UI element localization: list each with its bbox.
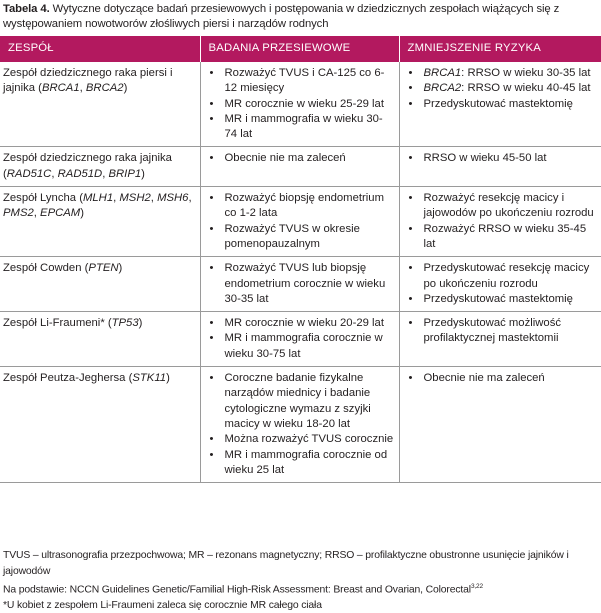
text-segment: MR i mammografia corocznie od wieku 25 lat [224,448,388,476]
screening-item [205,112,395,143]
text-segment: Zespół dziedzicznego raka piersi i jajnika ( [3,67,173,95]
text-segment: , [150,192,158,205]
text-segment: MR corocznie w wieku 20-29 lat [224,317,384,330]
screening-cell [200,187,399,257]
text-segment: Rozważyć resekcję macicy i jajowodów po ukończeniu rozrodu [423,192,594,220]
bullet-list [205,191,395,252]
abbreviations-note: TVUS – ultrasonografia przezpochwowa; MR – rezonans magnetyczny; RRSO – profilaktyczne obustronne usunięcie jajników i jajowodów [3,550,569,577]
text-segment: RRSO w wieku 45-50 lat [423,152,547,165]
bullet-list [404,66,598,112]
gene-name: BRCA2 [85,82,124,95]
risk-reduction-item [404,191,598,222]
text-segment: ) [118,262,123,275]
text-segment: : RRSO w wieku 30-35 lat [461,67,591,79]
gene-name: MSH2 [119,192,151,205]
text-segment: Coroczne badanie fizykalne narządów miednicy i badanie cytologiczne wymazu z szyjki macicy w wieku 18-20 lat [224,372,371,430]
table-notes [3,548,601,613]
bullet-list [205,151,395,166]
text-segment: Rozważyć biopsję endometrium co 1-2 lata [224,192,384,220]
text-segment: Zespół Cowden ( [3,262,89,275]
text-segment: Obecnie nie ma zaleceń [224,152,346,165]
screening-item [205,191,395,222]
text-segment: ) [80,207,84,220]
text-segment: Rozważyć TVUS w okresie pomenopauzalnym [224,222,360,250]
table-row [0,257,601,312]
gene-name: RAD51C [6,167,52,180]
syndrome-cell [0,187,200,257]
text-segment: , [102,167,109,180]
text-segment: ) [141,167,145,180]
gene-name: BRCA1 [423,67,462,79]
risk-reduction-item [404,371,598,386]
risk-reduction-item [404,292,598,307]
gene-name: PTEN [88,262,119,275]
table-row [0,147,601,187]
screening-item [205,316,395,331]
text-segment: ) [166,372,170,385]
text-segment: Rozważyć TVUS lub biopsję endometrium corocznie w wieku 30-35 lat [224,262,386,305]
header-risk-reduction: ZMNIEJSZENIE RYZYKA [399,36,601,62]
text-segment: Przedyskutować resekcję macicy po ukończeniu rozrodu [423,262,590,290]
text-segment: , [33,207,41,220]
bullet-list [404,261,598,307]
table-header-row [0,36,601,62]
text-segment: Rozważyć RRSO w wieku 35-45 lat [423,222,587,250]
table-row [0,367,601,483]
text-segment: MR corocznie w wieku 25-29 lat [224,97,384,110]
bullet-list [205,371,395,478]
bullet-list [404,316,598,347]
text-segment: , [51,167,58,180]
caption-text: Wytyczne dotyczące badań przesiewowych i postępowania w dziedzicznych zespołach wiążących się z występowaniem nowotworów złośliwych piersi i narządów rodnych [3,3,560,30]
text-segment: Zespół Li-Fraumeni* ( [3,317,112,330]
gene-name: BRIP1 [108,167,142,180]
bullet-list [205,316,395,362]
source-note [3,579,601,598]
source-refs: 3,22 [470,583,483,590]
text-segment: Rozważyć TVUS i CA-125 co 6-12 miesięcy [224,67,385,95]
syndrome-cell [0,312,200,367]
syndrome-cell [0,62,200,147]
screening-item [205,222,395,253]
screening-item [205,261,395,307]
table-row [0,187,601,257]
risk-reduction-item [404,97,598,112]
text-segment: ) [123,82,128,95]
text-segment: , [79,82,86,95]
text-segment: Zespół Lyncha ( [3,192,83,205]
risk-reduction-cell [399,187,601,257]
screening-cell [200,312,399,367]
gene-name: BRCA1 [41,82,80,95]
bullet-list [404,151,598,166]
screening-item [205,371,395,432]
risk-reduction-item [404,316,598,347]
footnote: *U kobiet z zespołem Li-Fraumeni zaleca się corocznie MR całego ciała [3,599,322,611]
text-segment: , [113,192,120,205]
risk-reduction-cell [399,367,601,483]
risk-reduction-item [404,261,598,292]
table-row [0,62,601,147]
risk-reduction-item [404,66,598,81]
text-segment: Przedyskutować możliwość profilaktycznej mastektomii [423,317,561,345]
text-segment: Zespół Peutza-Jeghersa ( [3,372,133,385]
text-segment: ) [138,317,143,330]
gene-name: BRCA2 [423,82,462,95]
text-segment: Można rozważyć TVUS corocznie [224,433,394,446]
bullet-list [404,371,598,386]
header-screening: BADANIA PRZESIEWOWE [200,36,399,62]
screening-item [205,66,395,97]
text-segment: Zespół dziedzicznego raka jajnika ( [3,152,172,180]
text-segment: Obecnie nie ma zaleceń [423,372,545,385]
text-segment: MR i mammografia corocznie w wieku 30-75 lat [224,332,383,360]
syndrome-cell [0,147,200,187]
screening-item [205,432,395,447]
screening-cell [200,257,399,312]
table-body [0,62,601,483]
screening-cell [200,147,399,187]
source-text: Na podstawie: NCCN Guidelines Genetic/Familial High-Risk Assessment: Breast and Ovarian, Colorectal [3,584,471,596]
gene-name: PMS2 [3,207,34,220]
screening-item [205,151,395,166]
screening-cell [200,62,399,147]
syndrome-cell [0,367,200,483]
text-segment: MR i mammografia w wieku 30-74 lat [224,112,383,141]
screening-item [205,331,395,362]
gene-name: MSH6 [157,192,189,205]
risk-reduction-cell [399,257,601,312]
guidelines-table [0,36,601,483]
gene-name: RAD51D [57,167,103,180]
syndrome-cell [0,257,200,312]
risk-reduction-item [404,151,598,166]
risk-reduction-cell [399,147,601,187]
gene-name: TP53 [111,317,139,330]
risk-reduction-item [404,81,598,96]
text-segment: Przedyskutować mastektomię [423,97,573,110]
screening-cell [200,367,399,483]
gene-name: MLH1 [82,192,114,205]
risk-reduction-cell [399,312,601,367]
bullet-list [404,191,598,252]
risk-reduction-cell [399,62,601,147]
bullet-list [205,261,395,307]
risk-reduction-item [404,222,598,253]
text-segment: , [188,192,192,205]
table-row [0,312,601,367]
screening-item [205,448,395,479]
table-caption [3,2,593,32]
bullet-list [205,66,395,142]
caption-label: Tabela 4. [3,3,50,15]
text-segment: : RRSO w wieku 40-45 lat [461,82,591,95]
text-segment: Przedyskutować mastektomię [423,292,573,305]
header-syndrome: ZESPÓŁ [0,36,200,62]
gene-name: STK11 [132,372,167,385]
gene-name: EPCAM [40,207,81,220]
screening-item [205,97,395,112]
